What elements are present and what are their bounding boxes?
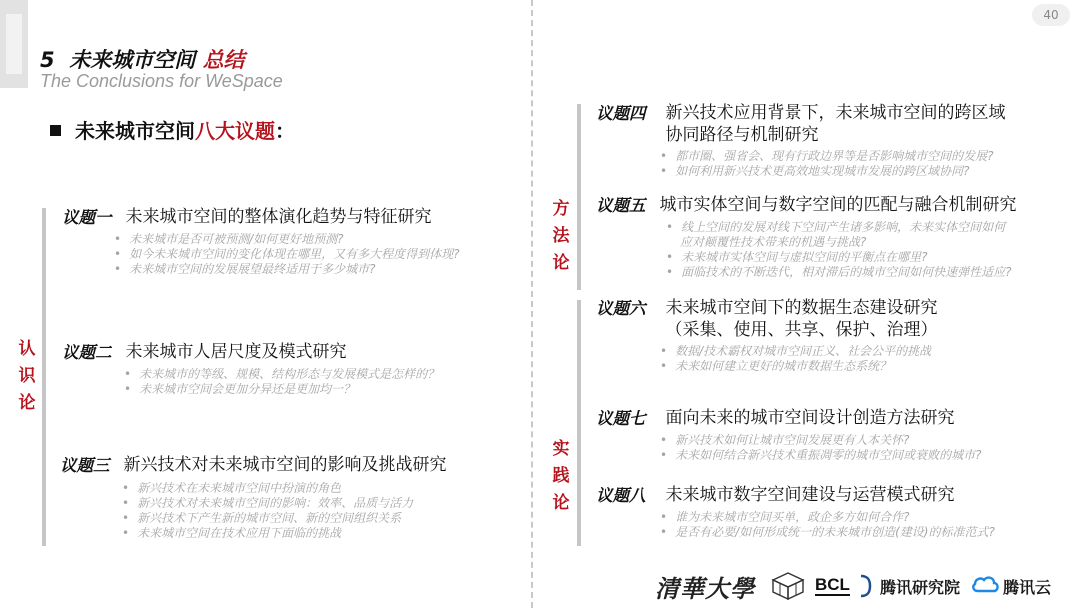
topic-item: • 未来城市是否可被预测/如何更好地预测? xyxy=(114,232,459,247)
topic-item: • 新兴技术下产生新的城市空间、新的空间组织关系 xyxy=(122,511,447,526)
tencent-cloud-text: 腾讯云 xyxy=(1002,577,1051,597)
topic-6 xyxy=(596,297,938,374)
category-practice xyxy=(550,436,572,517)
topic-item: • 新兴技术对未来城市空间的影响：效率、品质与活力 xyxy=(122,496,447,511)
topic-item: • 新兴技术在未来城市空间中扮演的角色 xyxy=(122,481,447,496)
category-practice-char-1: 实 xyxy=(552,439,570,459)
topic-item: • 是否有必要/如何形成统一的未来城市创造(建设)的标准范式? xyxy=(660,525,995,540)
category-methodology-char-1: 方 xyxy=(552,199,570,219)
topic-item: • 未来城市空间的发展展望最终适用于多少城市? xyxy=(114,262,459,277)
category-methodology-char-2: 法 xyxy=(552,226,570,246)
topic-item: • 未来城市实体空间与虚拟空间的平衡点在哪里? xyxy=(666,250,1017,265)
topic-title-line-2: 协同路径与机制研究 xyxy=(665,125,819,145)
topic-title: 未来城市空间的整体演化趋势与特征研究 xyxy=(125,207,432,227)
topic-8 xyxy=(596,484,995,540)
topic-1 xyxy=(62,206,459,277)
bcl-mark: BCL xyxy=(815,575,850,594)
headline-suffix: ： xyxy=(275,119,295,143)
topic-item: • 数据/技术霸权对城市空间正义、社会公平的挑战 xyxy=(660,344,938,359)
bar-separator-icon xyxy=(856,574,876,598)
category-methodology xyxy=(550,196,572,277)
topic-label: 议题一 xyxy=(62,208,112,227)
section-title xyxy=(40,44,245,74)
topic-label: 议题七 xyxy=(596,409,646,428)
topic-item: • 都市圈、强省会、现有行政边界等是否影响城市空间的发展? xyxy=(660,149,1006,164)
tencent-research-logo: 腾讯研究院 xyxy=(879,577,960,597)
topic-title-line-2: （采集、使用、共享、保护、治理） xyxy=(665,320,938,340)
topic-item: • 未来城市空间在技术应用下面临的挑战 xyxy=(122,526,447,541)
cloud-icon xyxy=(970,574,1000,598)
topic-item: • 面临技术的不断迭代，相对滞后的城市空间如何快速弹性适应? xyxy=(666,265,1017,280)
topic-item: • 未来城市的等级、规模、结构形态与发展模式是怎样的？ xyxy=(124,367,439,382)
category-practice-char-3: 论 xyxy=(552,493,570,513)
footer-logos xyxy=(655,568,1051,604)
category-practice-char-2: 践 xyxy=(552,466,570,486)
topic-7 xyxy=(596,407,981,463)
bcl-logo xyxy=(815,576,850,596)
topic-item: • 如今未来城市空间的变化体现在哪里，又有多大程度得到体现? xyxy=(114,247,459,262)
topic-title-line-1: 新兴技术应用背景下，未来城市空间的跨区域 xyxy=(665,103,1006,123)
topic-item: • 新兴技术如何让城市空间发展更有人本关怀? xyxy=(660,433,981,448)
topic-label: 议题二 xyxy=(62,343,112,362)
topic-label: 议题三 xyxy=(60,456,110,475)
right-vertical-bar-upper xyxy=(577,104,581,290)
topic-item: • 如何利用新兴技术更高效地实现城市发展的跨区域协同? xyxy=(660,164,1006,179)
right-vertical-bar-lower xyxy=(577,300,581,546)
topic-item: • 未来如何建立更好的城市数据生态系统？ xyxy=(660,359,938,374)
topic-title: 未来城市人居尺度及模式研究 xyxy=(125,342,347,362)
topic-item: • 未来如何结合新兴技术重振凋零的城市空间或衰败的城市? xyxy=(660,448,981,463)
headline xyxy=(50,115,295,144)
topic-label: 议题六 xyxy=(596,299,646,318)
topic-label: 议题四 xyxy=(596,104,646,123)
tsinghua-logo: 清華大學 xyxy=(655,573,755,603)
topic-3 xyxy=(60,454,447,541)
section-subtitle: The Conclusions for WeSpace xyxy=(40,71,283,91)
section-number: 5 xyxy=(40,48,55,72)
category-cognition xyxy=(16,336,38,417)
left-vertical-bar xyxy=(42,208,46,546)
topic-title: 城市实体空间与数字空间的匹配与融合机制研究 xyxy=(659,195,1017,215)
topic-title: 面向未来的城市空间设计创造方法研究 xyxy=(665,408,955,428)
section-title-main: 未来城市空间 xyxy=(69,48,196,72)
category-cognition-char-2: 识 xyxy=(18,366,36,386)
topic-4 xyxy=(596,102,1006,179)
section-title-accent: 总结 xyxy=(202,48,245,72)
headline-accent: 八大议题 xyxy=(195,119,275,143)
topic-title-line-1: 未来城市空间下的数据生态建设研究 xyxy=(665,298,938,318)
topic-item: • 未来城市空间会更加分异还是更加均一？ xyxy=(124,382,439,397)
topic-item xyxy=(666,220,1017,250)
center-divider xyxy=(531,0,533,608)
square-bullet-icon xyxy=(50,125,61,136)
page-number: 40 xyxy=(1032,4,1070,26)
topic-item-line-1: 线上空间的发展对线下空间产生诸多影响，未来实体空间如何 xyxy=(681,220,1006,234)
topic-2 xyxy=(62,341,439,397)
headline-prefix: 未来城市空间 xyxy=(75,119,195,143)
category-methodology-char-3: 论 xyxy=(552,253,570,273)
tencent-cloud-logo xyxy=(970,574,1051,598)
topic-title: 新兴技术对未来城市空间的影响及挑战研究 xyxy=(123,455,447,475)
category-cognition-char-3: 论 xyxy=(18,393,36,413)
topic-label: 议题八 xyxy=(596,486,646,505)
topic-title: 未来城市数字空间建设与运营模式研究 xyxy=(665,485,955,505)
topic-label: 议题五 xyxy=(596,196,646,215)
topic-item: • 谁为未来城市空间买单，政企多方如何合作? xyxy=(660,510,995,525)
category-cognition-char-1: 认 xyxy=(18,339,36,359)
topic-item-line-2: 应对颠覆性技术带来的机遇与挑战? xyxy=(680,235,867,249)
topic-5 xyxy=(596,194,1017,280)
corner-decoration xyxy=(0,0,28,88)
pagoda-icon xyxy=(769,571,807,601)
